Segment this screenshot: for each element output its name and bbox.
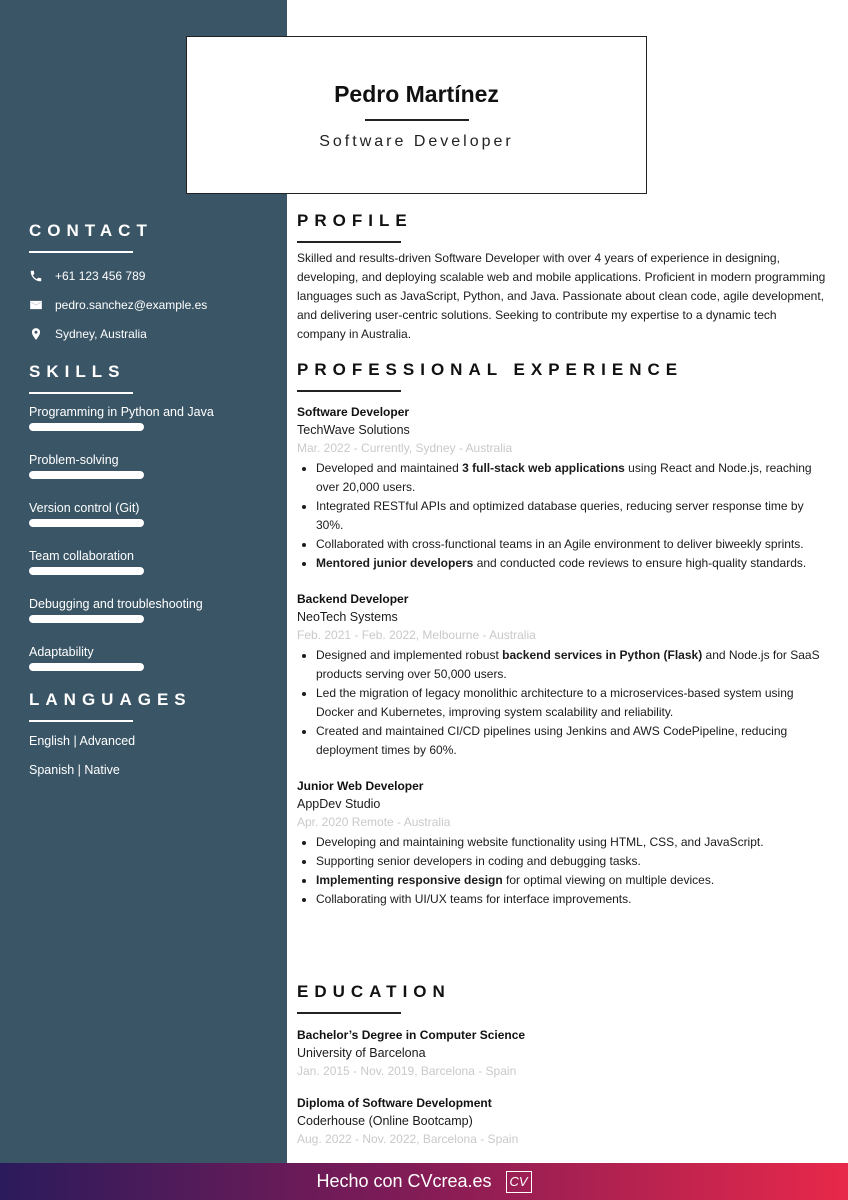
skill-item: [29, 645, 214, 693]
job-title: Junior Web Developer: [297, 779, 424, 793]
job-entry: [297, 405, 827, 573]
skill-bar: [29, 663, 144, 671]
skill-label: Programming in Python and Java: [29, 405, 214, 419]
profile-heading: PROFILE: [297, 211, 413, 230]
experience-heading: PROFESSIONAL EXPERIENCE: [297, 360, 684, 379]
languages-divider: [29, 720, 133, 722]
profile-section: [297, 211, 827, 344]
degree-title: Bachelor’s Degree in Computer Science: [297, 1028, 526, 1042]
bullet-item: Developing and maintaining website functionality using HTML, CSS, and JavaScript.: [297, 833, 827, 852]
skill-bar: [29, 423, 144, 431]
skill-bar: [29, 519, 144, 527]
bullet-item: Mentored junior developers and conducted code reviews to ensure high-quality standards.: [297, 554, 827, 573]
contact-location: [29, 319, 207, 348]
language-item: Spanish | Native: [29, 763, 120, 777]
email-icon: [29, 298, 43, 312]
bullet-item: Led the migration of legacy monolithic architecture to a microservices-based system using Docker and Kubernetes, improving system scalability and reliability.: [297, 684, 827, 722]
footer-banner[interactable]: [0, 1163, 848, 1200]
bullet-item: Integrated RESTful APIs and optimized database queries, reducing server response time by 30%.: [297, 497, 827, 535]
skill-item: [29, 501, 214, 549]
job-entry: [297, 592, 827, 760]
bullet-item: Created and maintained CI/CD pipelines using Jenkins and AWS CodePipeline, reducing deployment times by 60%.: [297, 722, 827, 760]
school-name: University of Barcelona: [297, 1046, 426, 1060]
profile-divider: [297, 241, 401, 243]
experience-divider: [297, 390, 401, 392]
candidate-name: Pedro Martínez: [334, 81, 499, 107]
bullet-item: Implementing responsive design for optimal viewing on multiple devices.: [297, 871, 827, 890]
contact-section: [29, 221, 207, 348]
skill-bar: [29, 615, 144, 623]
candidate-role: Software Developer: [319, 133, 514, 150]
location-pin-icon: [29, 327, 43, 341]
job-bullets: [297, 459, 827, 573]
location-text: Sydney, Australia: [55, 326, 147, 341]
contact-heading: CONTACT: [29, 221, 153, 240]
skill-bar: [29, 567, 144, 575]
skill-label: Problem-solving: [29, 453, 119, 467]
bullet-item: Designed and implemented robust backend services in Python (Flask) and Node.js for SaaS products serving over 50,000 users.: [297, 646, 827, 684]
degree-title: Diploma of Software Development: [297, 1096, 492, 1110]
skill-item: [29, 453, 214, 501]
job-bullets: [297, 646, 827, 760]
bullet-item: Supporting senior developers in coding and debugging tasks.: [297, 852, 827, 871]
skills-heading: SKILLS: [29, 362, 126, 381]
education-entry: [297, 1096, 827, 1146]
skill-item: [29, 597, 214, 645]
cv-logo-icon: CV: [506, 1171, 532, 1193]
skills-section: [29, 362, 214, 693]
skill-bar: [29, 471, 144, 479]
school-name: Coderhouse (Online Bootcamp): [297, 1114, 473, 1128]
bullet-item: Developed and maintained 3 full-stack web applications using React and Node.js, reaching over 20,000 users.: [297, 459, 827, 497]
phone-text: +61 123 456 789: [55, 268, 146, 283]
bullet-item: Collaborating with UI/UX teams for interface improvements.: [297, 890, 827, 909]
job-title: Backend Developer: [297, 592, 409, 606]
footer-text[interactable]: Hecho con CVcrea.es: [316, 1171, 492, 1191]
education-heading: EDUCATION: [297, 982, 451, 1001]
phone-icon: [29, 269, 43, 283]
contact-divider: [29, 251, 133, 253]
bullet-item: Collaborated with cross-functional teams in an Agile environment to deliver biweekly sprints.: [297, 535, 827, 554]
education-entry: [297, 1028, 827, 1078]
skill-item: [29, 405, 214, 453]
experience-section: [297, 360, 827, 909]
skills-divider: [29, 392, 133, 394]
skill-item: [29, 549, 214, 597]
job-bullets: [297, 833, 827, 909]
job-company: TechWave Solutions: [297, 423, 410, 437]
skill-label: Debugging and troubleshooting: [29, 597, 203, 611]
job-dates-location: Feb. 2021 - Feb. 2022, Melbourne - Australia: [297, 628, 536, 642]
skill-label: Version control (Git): [29, 501, 140, 515]
contact-email: [29, 290, 207, 319]
job-title: Software Developer: [297, 405, 410, 419]
languages-heading: LANGUAGES: [29, 690, 192, 709]
skill-label: Team collaboration: [29, 549, 134, 563]
profile-text: Skilled and results-driven Software Developer with over 4 years of experience in designing, developing, and deploying scalable web and mobile applications. Proficient in modern programming languages such as JavaScript, Python, and Java. Passionate about clean code, agile development, and delivering user-centric solutions. Seeking to contribute my expertise to a dynamic tech company in Australia.: [297, 251, 826, 341]
education-divider: [297, 1012, 401, 1014]
languages-section: [29, 690, 192, 792]
language-item: English | Advanced: [29, 734, 136, 748]
job-dates-location: Mar. 2022 - Currently, Sydney - Australia: [297, 441, 513, 455]
email-text: pedro.sanchez@example.es: [55, 297, 208, 312]
skill-label: Adaptability: [29, 645, 94, 659]
job-company: AppDev Studio: [297, 797, 381, 811]
education-dates-location: Jan. 2015 - Nov. 2019, Barcelona - Spain: [297, 1064, 517, 1078]
name-header-box: [186, 36, 647, 194]
contact-phone: [29, 261, 207, 290]
education-section: [297, 982, 827, 1146]
name-divider: [365, 119, 469, 121]
job-entry: [297, 779, 827, 909]
job-dates-location: Apr. 2020 Remote - Australia: [297, 815, 451, 829]
job-company: NeoTech Systems: [297, 610, 398, 624]
education-dates-location: Aug. 2022 - Nov. 2022, Barcelona - Spain: [297, 1132, 519, 1146]
